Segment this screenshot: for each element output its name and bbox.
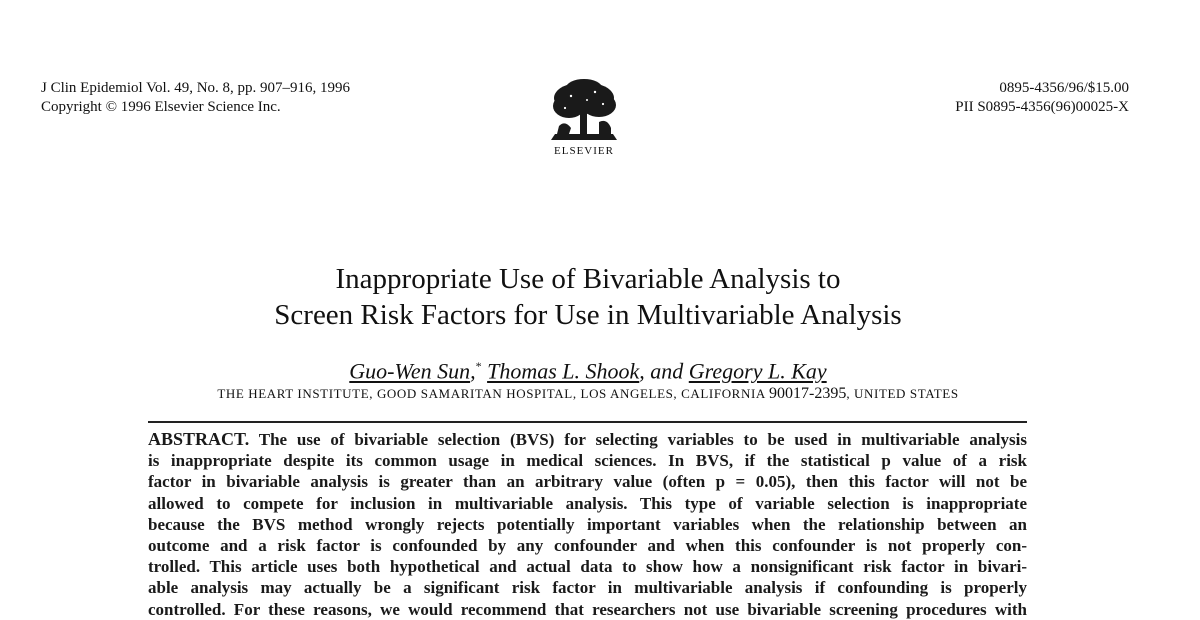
issn-price: 0895-4356/96/$15.00 (999, 80, 1129, 96)
journal-citation: J Clin Epidemiol Vol. 49, No. 8, pp. 907–916, 1996 (41, 80, 351, 96)
abstract-line: allowed to compete for inclusion in multivariable analysis. This type of variable selection is inappropriate (148, 493, 1027, 513)
elsevier-tree-icon (547, 78, 621, 144)
journal-citation-block (41, 79, 350, 117)
affiliation-zip: 90017-2395 (769, 385, 847, 402)
abstract-line: because the BVS method wrongly rejects potentially important variables when the relationship between an (148, 514, 1027, 534)
publisher-name: ELSEVIER (554, 145, 614, 157)
abstract-line: trolled. This article uses both hypothetical and actual data to show how a nonsignificant risk factor in bivari- (148, 557, 1027, 577)
author-name: Thomas L. Shook (487, 358, 640, 384)
abstract-block (148, 429, 1027, 619)
abstract-line (148, 429, 1027, 450)
pii-code: PII S0895-4356(96)00025-X (955, 99, 1129, 115)
abstract-line: factor in bivariable analysis is greater than an arbitrary value (often p = 0.05), then this factor will not be (148, 472, 1027, 492)
abstract-line-text: The use of bivariable selection (BVS) for selecting variables to be used in multivariable analysis (258, 430, 1027, 449)
author-separator: , (470, 358, 476, 384)
abstract-line: able analysis may actually be a significant risk factor in multivariable analysis if confounding is properly (148, 578, 1027, 598)
abstract-line: outcome and a risk factor is confounded by any confounder and when this confounder is not properly con- (148, 536, 1027, 556)
affiliation-country: UNITED STATES (854, 386, 959, 401)
title-line-1: Inappropriate Use of Bivariable Analysis to (335, 263, 841, 295)
abstract-line: is inappropriate despite its common usage in medical sciences. In BVS, if the statistical p value of a risk (148, 451, 1027, 471)
author-separator: , and (639, 358, 684, 384)
corresponding-author-marker: * (475, 359, 482, 373)
affiliation-institution: THE HEART INSTITUTE, GOOD SAMARITAN HOSPITAL, LOS ANGELES, CALIFORNIA (217, 386, 766, 401)
abstract-divider (148, 421, 1027, 423)
publisher-logo (544, 78, 624, 157)
author-list (0, 352, 1176, 385)
author-affiliation: THE HEART INSTITUTE, GOOD SAMARITAN HOSPITAL, LOS ANGELES, CALIFORNIA 90017-2395, UNITED STATES (217, 385, 959, 402)
abstract-heading: ABSTRACT. (148, 429, 250, 449)
author-name: Gregory L. Kay (688, 358, 827, 384)
title-line-2: Screen Risk Factors for Use in Multivariable Analysis (274, 299, 902, 331)
article-identifiers (955, 79, 1129, 117)
author-name: Guo-Wen Sun (349, 358, 471, 384)
abstract-line: controlled. For these reasons, we would recommend that researchers not use bivariable screening procedures with (148, 599, 1027, 619)
article-title (0, 261, 1176, 333)
copyright-notice: Copyright © 1996 Elsevier Science Inc. (41, 99, 281, 115)
